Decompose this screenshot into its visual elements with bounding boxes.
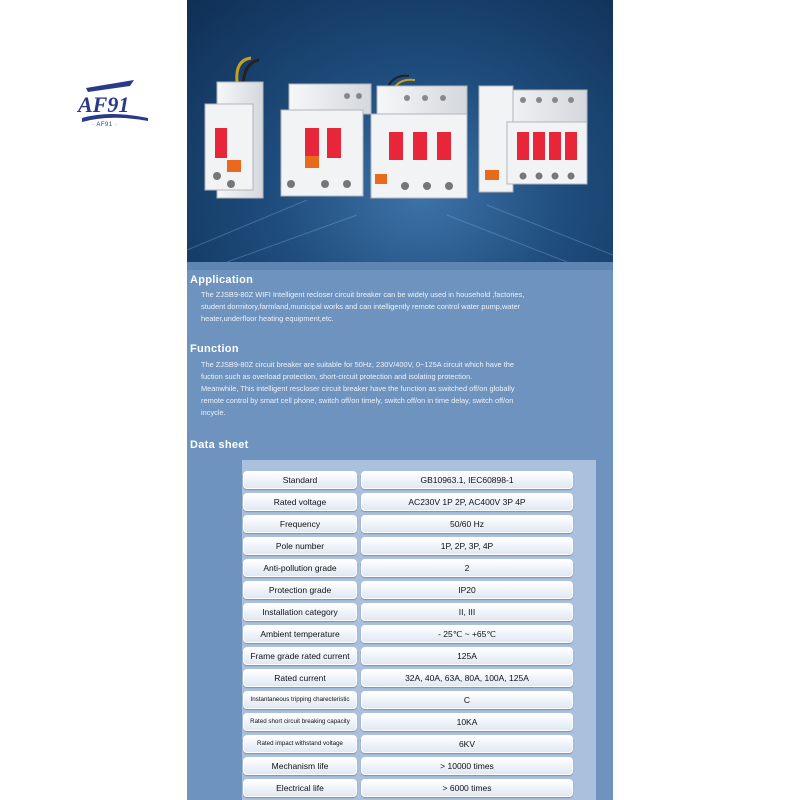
datasheet-value: 6KV: [361, 735, 573, 753]
application-line: The ZJSB9-80Z WIFI Intelligent recloser circuit breaker can be widely used in household ,factories,: [201, 290, 525, 299]
datasheet-value: - 25℃ ~ +65℃: [361, 625, 573, 643]
datasheet-row: [243, 779, 575, 797]
datasheet-value: IP20: [361, 581, 573, 599]
datasheet-label: Ambient temperature: [243, 625, 357, 643]
breaker-3p: [371, 86, 467, 198]
datasheet-label: Instantaneous tripping charecteristic: [243, 691, 357, 709]
application-line: heater,underfloor heating equipment,etc.: [201, 314, 334, 323]
breaker-1p: [205, 82, 263, 198]
datasheet-value: GB10963.1, IEC60898-1: [361, 471, 573, 489]
product-hero-image: [187, 0, 613, 262]
datasheet-label: Rated impact withstand voltage: [243, 735, 357, 753]
application-line: student dormitory,farmland,municipal works and can intelligently remote control water pump,water: [201, 302, 521, 311]
product-description-column: [187, 0, 613, 800]
application-text: [201, 289, 605, 325]
datasheet-row: [243, 713, 575, 731]
datasheet-value: AC230V 1P 2P, AC400V 3P 4P: [361, 493, 573, 511]
datasheet-label: Standard: [243, 471, 357, 489]
datasheet-row: [243, 493, 575, 511]
logo-subtext: · AF91 ·: [92, 122, 118, 128]
datasheet-row: [243, 471, 575, 489]
datasheet-label: Anti-pollution grade: [243, 559, 357, 577]
datasheet-value: > 6000 times: [361, 779, 573, 797]
datasheet-label: Frequency: [243, 515, 357, 533]
datasheet-label: Rated short circuit breaking capacity: [243, 713, 357, 731]
function-title: Function: [190, 343, 239, 355]
datasheet-label: Rated voltage: [243, 493, 357, 511]
datasheet-value: 2: [361, 559, 573, 577]
datasheet-value: 10KA: [361, 713, 573, 731]
datasheet-row: [243, 647, 575, 665]
datasheet-row: [243, 603, 575, 621]
hero-separator: [187, 262, 613, 270]
datasheet-value: 32A, 40A, 63A, 80A, 100A, 125A: [361, 669, 573, 687]
datasheet-label: Mechanism life: [243, 757, 357, 775]
breaker-2p: [281, 84, 371, 196]
datasheet-label: Protection grade: [243, 581, 357, 599]
datasheet-label: Electrical life: [243, 779, 357, 797]
datasheet-row: [243, 559, 575, 577]
datasheet-row: [243, 691, 575, 709]
logo-text: AF91: [78, 92, 130, 117]
datasheet-title: Data sheet: [190, 439, 249, 451]
datasheet-value: 50/60 Hz: [361, 515, 573, 533]
datasheet-row: [243, 537, 575, 555]
datasheet-row: [243, 515, 575, 533]
function-line: Meanwhile, This intelligent rescloser circuit breaker have the function as switched off/on globally: [201, 384, 515, 393]
datasheet-label: Pole number: [243, 537, 357, 555]
datasheet-row: [243, 735, 575, 753]
datasheet-row: [243, 581, 575, 599]
function-line: The ZJSB9-80Z circuit breaker are suitable for 50Hz, 230V/400V, 0~125A circuit which have the: [201, 360, 514, 369]
datasheet-value: II, III: [361, 603, 573, 621]
datasheet-value: C: [361, 691, 573, 709]
datasheet-row: [243, 757, 575, 775]
breaker-4p: [479, 86, 587, 192]
datasheet-row: [243, 625, 575, 643]
datasheet-label: Installation category: [243, 603, 357, 621]
function-line: remote control by smart cell phone, switch off/on timely, switch off/on in time delay, switch off/on: [201, 396, 514, 405]
datasheet-row: [243, 669, 575, 687]
datasheet-label: Rated current: [243, 669, 357, 687]
application-title: Application: [190, 274, 254, 286]
datasheet-value: > 10000 times: [361, 757, 573, 775]
datasheet-value: 125A: [361, 647, 573, 665]
function-text: [201, 359, 605, 419]
datasheet-value: 1P, 2P, 3P, 4P: [361, 537, 573, 555]
datasheet-label: Frame grade rated current: [243, 647, 357, 665]
function-line: incycle.: [201, 408, 226, 417]
function-line: fuction such as overload protection, short-circuit protection and isolating protection.: [201, 372, 473, 381]
